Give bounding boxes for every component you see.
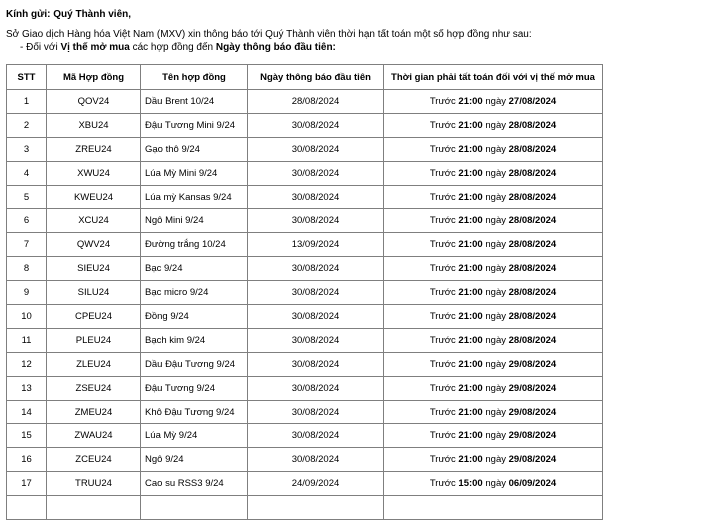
cell-settlement-deadline: [384, 233, 603, 257]
table-row: [7, 209, 603, 233]
cell-contract-name: Lúa Mỳ 9/24: [141, 424, 248, 448]
deadline-day-word: ngày: [482, 239, 509, 251]
deadline-before: Trước: [429, 167, 459, 179]
cell-first-notice-day: 30/08/2024: [248, 137, 384, 161]
cell-stt: 2: [7, 113, 47, 137]
cell-first-notice-day: 30/08/2024: [248, 185, 384, 209]
cell-contract-code: XWU24: [47, 161, 141, 185]
cell-settlement-deadline: [384, 424, 603, 448]
cell-settlement-deadline: [384, 257, 603, 281]
cell-empty: [47, 496, 141, 520]
cell-settlement-deadline: [384, 472, 603, 496]
table-row: [7, 424, 603, 448]
cell-contract-name: Bạc 9/24: [141, 257, 248, 281]
deadline-before: Trước: [429, 215, 459, 227]
deadline-before: Trước: [429, 454, 459, 466]
table-row: [7, 400, 603, 424]
salutation: Kính gửi: Quý Thành viên,: [6, 9, 132, 20]
deadline-day-word: ngày: [482, 263, 509, 275]
deadline-date: 28/08/2024: [508, 287, 557, 299]
cell-settlement-deadline: [384, 161, 603, 185]
deadline-time: 21:00: [458, 143, 483, 155]
cell-contract-name: Cao su RSS3 9/24: [141, 472, 248, 496]
deadline-before: Trước: [429, 143, 459, 155]
cell-first-notice-day: 30/08/2024: [248, 281, 384, 305]
deadline-day-word: ngày: [482, 454, 509, 466]
cell-empty: [7, 496, 47, 520]
deadline-day-word: ngày: [482, 287, 509, 299]
table-row: [7, 281, 603, 305]
cell-contract-code: ZREU24: [47, 137, 141, 161]
deadline-date: 28/08/2024: [508, 334, 557, 346]
deadline-day-word: ngày: [482, 95, 509, 107]
table-row: [7, 90, 603, 114]
cell-first-notice-day: 30/08/2024: [248, 161, 384, 185]
deadline-time: 21:00: [458, 454, 483, 466]
cell-contract-name: Ngô Mini 9/24: [141, 209, 248, 233]
deadline-before: Trước: [429, 334, 459, 346]
cell-stt: 11: [7, 328, 47, 352]
deadline-day-word: ngày: [482, 406, 509, 418]
cell-settlement-deadline: [384, 113, 603, 137]
deadline-before: Trước: [429, 478, 459, 490]
deadline-before: Trước: [429, 382, 459, 394]
deadline-before: Trước: [429, 406, 459, 418]
table-row: [7, 305, 603, 329]
cell-contract-name: Đậu Tương 9/24: [141, 376, 248, 400]
cell-stt: 13: [7, 376, 47, 400]
cell-first-notice-day: 30/08/2024: [248, 424, 384, 448]
deadline-date: 06/09/2024: [508, 478, 557, 490]
table-row: [7, 233, 603, 257]
cell-stt: 6: [7, 209, 47, 233]
cell-contract-code: ZLEU24: [47, 352, 141, 376]
deadline-before: Trước: [429, 263, 459, 275]
cell-settlement-deadline: [384, 400, 603, 424]
cell-first-notice-day: 30/08/2024: [248, 352, 384, 376]
cell-settlement-deadline: [384, 281, 603, 305]
cell-first-notice-day: 30/08/2024: [248, 448, 384, 472]
cell-stt: 5: [7, 185, 47, 209]
cell-settlement-deadline: [384, 305, 603, 329]
deadline-date: 29/08/2024: [508, 430, 557, 442]
deadline-date: 27/08/2024: [508, 95, 557, 107]
deadline-time: 21:00: [458, 382, 483, 394]
cell-stt: 8: [7, 257, 47, 281]
deadline-date: 29/08/2024: [508, 406, 557, 418]
table-header-row: [7, 65, 603, 90]
cell-contract-name: Đồng 9/24: [141, 305, 248, 329]
cell-settlement-deadline: [384, 137, 603, 161]
header-contract-name: Tên hợp đồng: [141, 65, 248, 90]
deadline-date: 28/08/2024: [508, 215, 557, 227]
cell-first-notice-day: 30/08/2024: [248, 328, 384, 352]
header-settlement-deadline: Thời gian phải tất toán đối với vị thế mở mua: [384, 65, 603, 90]
cell-stt: 10: [7, 305, 47, 329]
cell-first-notice-day: 30/08/2024: [248, 400, 384, 424]
deadline-date: 28/08/2024: [508, 239, 557, 251]
table-row: [7, 376, 603, 400]
header-first-notice-day: Ngày thông báo đầu tiên: [248, 65, 384, 90]
cell-stt: 17: [7, 472, 47, 496]
table-row-partial: [7, 496, 603, 520]
cell-contract-code: XBU24: [47, 113, 141, 137]
deadline-before: Trước: [429, 430, 459, 442]
deadline-day-word: ngày: [482, 430, 509, 442]
deadline-time: 21:00: [458, 119, 483, 131]
cell-stt: 7: [7, 233, 47, 257]
deadline-before: Trước: [429, 358, 459, 370]
deadline-date: 28/08/2024: [508, 143, 557, 155]
deadline-before: Trước: [429, 310, 459, 322]
cell-first-notice-day: 30/08/2024: [248, 305, 384, 329]
deadline-time: 21:00: [458, 191, 483, 203]
intro-text: Sở Giao dịch Hàng hóa Việt Nam (MXV) xin thông báo tới Quý Thành viên thời hạn tất toán một số hợp đồng như sau:: [6, 29, 532, 40]
deadline-day-word: ngày: [482, 191, 509, 203]
cell-settlement-deadline: [384, 90, 603, 114]
cell-first-notice-day: 24/09/2024: [248, 472, 384, 496]
cell-stt: 1: [7, 90, 47, 114]
cell-contract-code: SIEU24: [47, 257, 141, 281]
cell-settlement-deadline: [384, 376, 603, 400]
deadline-time: 21:00: [458, 334, 483, 346]
header-stt: STT: [7, 65, 47, 90]
deadline-date: 28/08/2024: [508, 167, 557, 179]
cell-contract-code: ZSEU24: [47, 376, 141, 400]
contracts-table: [6, 64, 603, 520]
table-row: [7, 257, 603, 281]
deadline-date: 28/08/2024: [508, 191, 557, 203]
deadline-time: 21:00: [458, 167, 483, 179]
deadline-date: 28/08/2024: [508, 310, 557, 322]
cell-stt: 12: [7, 352, 47, 376]
cell-contract-code: KWEU24: [47, 185, 141, 209]
deadline-time: 21:00: [458, 287, 483, 299]
deadline-before: Trước: [429, 287, 459, 299]
deadline-date: 28/08/2024: [508, 119, 557, 131]
cell-contract-name: Đậu Tương Mini 9/24: [141, 113, 248, 137]
deadline-date: 29/08/2024: [508, 358, 557, 370]
cell-contract-code: QOV24: [47, 90, 141, 114]
table-row: [7, 328, 603, 352]
deadline-day-word: ngày: [482, 215, 509, 227]
cell-settlement-deadline: [384, 328, 603, 352]
cell-contract-name: Lúa Mỳ Mini 9/24: [141, 161, 248, 185]
cell-contract-code: CPEU24: [47, 305, 141, 329]
header-contract-code: Mã Hợp đồng: [47, 65, 141, 90]
table-row: [7, 448, 603, 472]
deadline-day-word: ngày: [482, 382, 509, 394]
deadline-time: 15:00: [458, 478, 483, 490]
deadline-day-word: ngày: [482, 167, 509, 179]
deadline-time: 21:00: [458, 95, 483, 107]
cell-stt: 15: [7, 424, 47, 448]
cell-contract-name: Ngô 9/24: [141, 448, 248, 472]
deadline-day-word: ngày: [482, 310, 509, 322]
cell-first-notice-day: 30/08/2024: [248, 376, 384, 400]
deadline-time: 21:00: [458, 310, 483, 322]
deadline-day-word: ngày: [482, 478, 509, 490]
deadline-before: Trước: [429, 119, 459, 131]
bullet-bold-notice-day: Ngày thông báo đầu tiên:: [215, 42, 336, 53]
cell-first-notice-day: 13/09/2024: [248, 233, 384, 257]
deadline-time: 21:00: [458, 358, 483, 370]
cell-contract-name: Bạc micro 9/24: [141, 281, 248, 305]
deadline-date: 29/08/2024: [508, 382, 557, 394]
deadline-time: 21:00: [458, 239, 483, 251]
deadline-day-word: ngày: [482, 334, 509, 346]
cell-stt: 4: [7, 161, 47, 185]
cell-first-notice-day: 28/08/2024: [248, 90, 384, 114]
deadline-time: 21:00: [458, 263, 483, 275]
bullet-bold-position: Vị thế mở mua: [60, 42, 130, 53]
deadline-before: Trước: [429, 191, 459, 203]
deadline-day-word: ngày: [482, 358, 509, 370]
deadline-time: 21:00: [458, 215, 483, 227]
cell-stt: 9: [7, 281, 47, 305]
cell-settlement-deadline: [384, 209, 603, 233]
cell-empty: [141, 496, 248, 520]
cell-contract-code: SILU24: [47, 281, 141, 305]
cell-contract-name: Đường trắng 10/24: [141, 233, 248, 257]
cell-first-notice-day: 30/08/2024: [248, 257, 384, 281]
table-row: [7, 472, 603, 496]
cell-first-notice-day: 30/08/2024: [248, 209, 384, 233]
bullet-prefix: - Đối với: [20, 42, 61, 53]
cell-contract-code: QWV24: [47, 233, 141, 257]
deadline-day-word: ngày: [482, 143, 509, 155]
deadline-day-word: ngày: [482, 119, 509, 131]
cell-contract-name: Bạch kim 9/24: [141, 328, 248, 352]
cell-contract-code: ZCEU24: [47, 448, 141, 472]
deadline-time: 21:00: [458, 430, 483, 442]
table-row: [7, 352, 603, 376]
cell-empty: [384, 496, 603, 520]
table-body: [7, 90, 603, 520]
cell-contract-name: Khô Đậu Tương 9/24: [141, 400, 248, 424]
cell-contract-code: ZMEU24: [47, 400, 141, 424]
table-row: [7, 161, 603, 185]
cell-stt: 14: [7, 400, 47, 424]
cell-contract-code: ZWAU24: [47, 424, 141, 448]
cell-first-notice-day: 30/08/2024: [248, 113, 384, 137]
cell-empty: [248, 496, 384, 520]
table-row: [7, 185, 603, 209]
cell-settlement-deadline: [384, 448, 603, 472]
deadline-time: 21:00: [458, 406, 483, 418]
cell-stt: 3: [7, 137, 47, 161]
cell-contract-code: TRUU24: [47, 472, 141, 496]
cell-settlement-deadline: [384, 185, 603, 209]
table-row: [7, 113, 603, 137]
deadline-date: 28/08/2024: [508, 263, 557, 275]
cell-contract-code: PLEU24: [47, 328, 141, 352]
cell-stt: 16: [7, 448, 47, 472]
bullet-line: [20, 42, 336, 53]
bullet-middle: các hợp đồng đến: [129, 42, 216, 53]
deadline-before: Trước: [429, 95, 459, 107]
cell-contract-code: XCU24: [47, 209, 141, 233]
cell-contract-name: Gạo thô 9/24: [141, 137, 248, 161]
table-row: [7, 137, 603, 161]
cell-contract-name: Lúa mỳ Kansas 9/24: [141, 185, 248, 209]
cell-contract-name: Dầu Brent 10/24: [141, 90, 248, 114]
cell-contract-name: Dầu Đậu Tương 9/24: [141, 352, 248, 376]
deadline-date: 29/08/2024: [508, 454, 557, 466]
deadline-before: Trước: [429, 239, 459, 251]
cell-settlement-deadline: [384, 352, 603, 376]
